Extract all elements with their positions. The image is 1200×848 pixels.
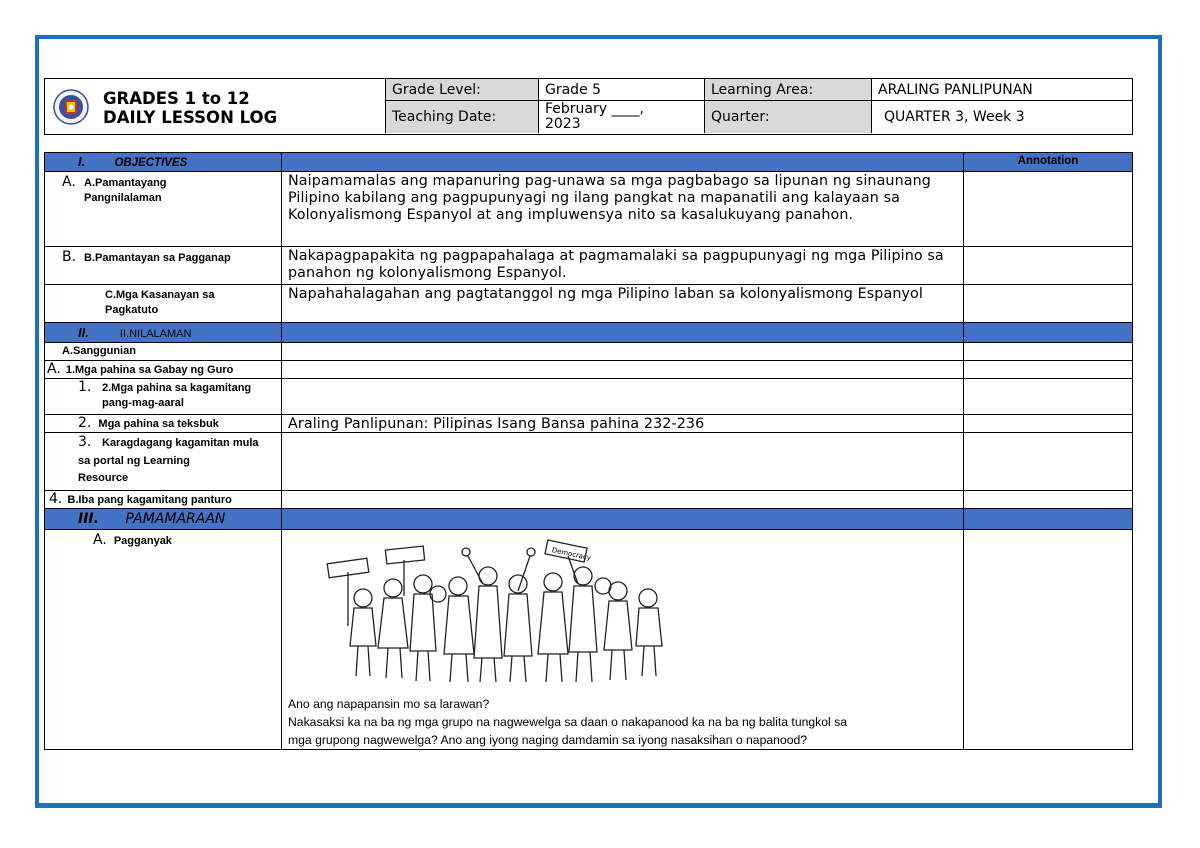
pagganyak-content [281,530,963,749]
lesson-table [44,152,1133,750]
annotation-header: Annotation [963,153,1132,171]
gabay-label: A. 1.Mga pahina sa Gabay ng Guro [47,361,234,377]
pagganyak-prompt-1: Nakasaksi ka na ba ng mga grupo na nagwewelga sa daan o nakapanood ka na ba ng balita tungkol sa [288,715,847,729]
iba-pang-row [45,490,1132,508]
teaching-date-label: Teaching Date: [385,101,538,133]
grade-level-value: Grade 5 [538,79,704,100]
portal-label: 3. Karagdagang kagamitan mula sa portal ng Learning Resource [78,434,259,484]
pagganyak-prompt-2: mga grupong nagwewelga? Ano ang iyong naging damdamin sa iyong nasaksihan o napanood? [288,733,808,747]
objective-b-text: Nakapagpapakita ng pagpapahalaga at pagmamalaki sa pagpupunyagi ng mga Pilipino sa panahon ng kolonyalismong Espanyol. [281,247,963,284]
objective-a-label: A. A.Pamantayang Pangnilalaman [62,174,167,204]
section-content-title: II. II.NILALAMAN [45,323,281,342]
section-procedure-row [45,508,1132,529]
pagganyak-label: A. Pagganyak [93,532,172,548]
kagamitan-row [45,378,1132,414]
learning-area-value: ARALING PANLIPUNAN [871,79,1132,100]
objective-c-text: Napahahalagahan ang pagtatanggol ng mga Pilipino laban sa kolonyalismong Espanyol [281,285,963,322]
pagganyak-question: Ano ang napapansin mo sa larawan? [288,697,490,711]
header-table [44,78,1133,135]
protest-crowd-illustration [318,536,678,684]
objective-b-row [45,246,1132,284]
iba-pang-label: 4. B.Iba pang kagamitang panturo [49,491,232,507]
section-content-row [45,322,1132,342]
section-objectives-title: I. OBJECTIVES [45,153,281,171]
teksbuk-text: Araling Panlipunan: Pilipinas Isang Bansa pahina 232-236 [281,415,963,432]
header-logo-cell [45,79,385,133]
objective-c-label: C.Mga Kasanayan sa Pagkatuto [105,289,215,316]
teksbuk-label: 2. Mga pahina sa teksbuk [78,415,219,431]
learning-area-label: Learning Area: [704,79,871,100]
objective-a-text: Naipamamalas ang mapanuring pag-unawa sa mga pagbabago sa lipunan ng sinaunang Pilipino kabilang ang pagpupunyagi ng ilang pangkat na mapanatili ang kalayaan sa Kolonyalismong Espanyol at ang impluwensya nito sa kasalukuyang panahon. [281,172,963,246]
log-title: GRADES 1 to 12 DAILY LESSON LOG [103,89,278,127]
objective-c-row [45,284,1132,322]
sanggunian-label: A.Sanggunian [62,345,136,357]
quarter-label: Quarter: [704,101,871,133]
teksbuk-row [45,414,1132,432]
gabay-row [45,360,1132,378]
section-objectives-row [45,153,1132,171]
teaching-date-value: February ____, 2023 [538,101,704,133]
pagganyak-row [45,529,1132,749]
kagamitan-label: 1. 2.Mga pahina sa kagamitang pang-mag-aaral [78,379,252,409]
grade-level-label: Grade Level: [385,79,538,100]
portal-row [45,432,1132,490]
protest-sign-text: Democracy [551,546,592,563]
section-procedure-title: III. PAMAMARAAN [45,509,281,529]
sanggunian-row [45,342,1132,360]
quarter-value: QUARTER 3, Week 3 [871,101,1132,133]
deped-seal-icon [53,89,89,125]
objective-a-row [45,171,1132,246]
objective-b-label: B. B.Pamantayan sa Pagganap [62,249,231,265]
